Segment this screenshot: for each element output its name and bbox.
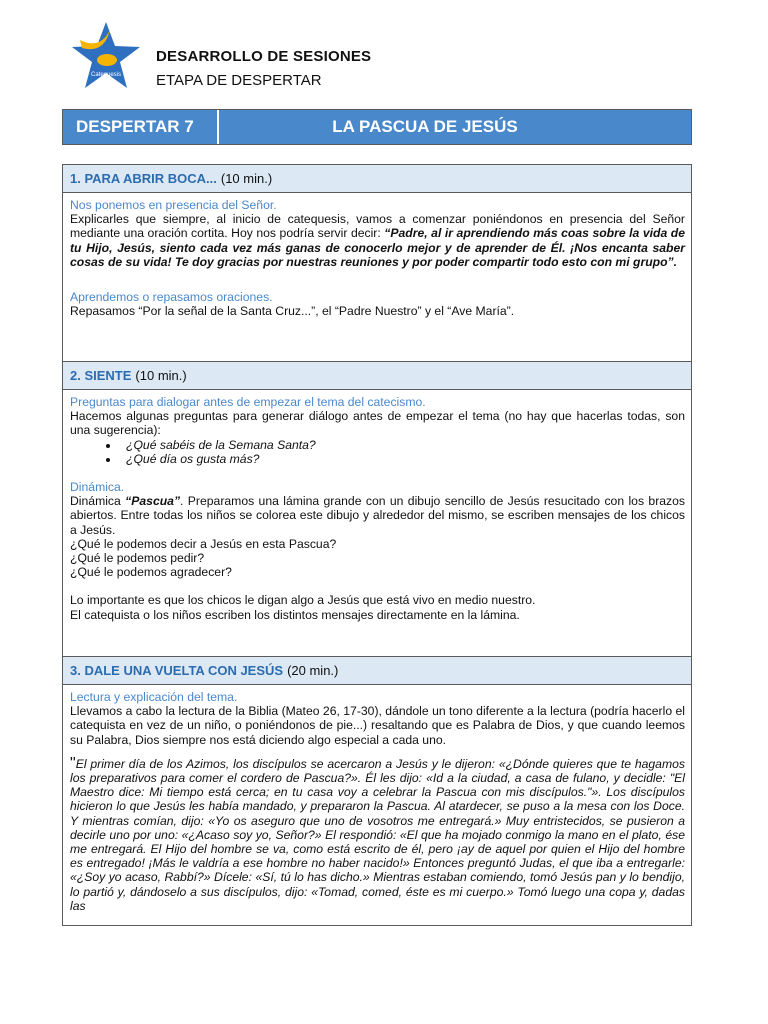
quote-mark: " (70, 754, 76, 772)
section-title: 3. DALE UNA VUELTA CON JESÚS (70, 663, 284, 678)
section-body (63, 685, 691, 919)
prayer-text: “Padre, al ir aprendiendo más coas sobre la vida de tu Hijo, Jesús, siento cada vez más ganas de conocerlo mejor y de aprender de Él. ¡Nos encanta saber cosas de su vida! Te doy gracias por nuestras reuniones y por poder compartir todo esto con mi grupo”. (70, 226, 686, 269)
dynamic-prefix: Dinámica (70, 494, 126, 509)
dynamic-text: . Preparamos una lámina grande con un dibujo sencillo de Jesús resucitado con los brazos abiertos. Entre todas los niños se colorea este dibujo y alrededor del mismo, se escriben mensajes de los chicos a Jesús. (70, 494, 685, 537)
bible-reading (70, 754, 685, 913)
document-title: DESARROLLO DE SESIONES (156, 48, 372, 65)
paragraph: Repasamos “Por la señal de la Santa Cruz...”, el “Padre Nuestro” y el “Ave María”. (70, 304, 515, 319)
logo-text: Catequesis (90, 72, 122, 78)
catequesis-logo (70, 20, 142, 92)
session-code: DESPERTAR 7 (63, 110, 219, 144)
paragraph: Lo importante es que los chicos le digan algo a Jesús que está vivo en medio nuestro. (70, 593, 536, 608)
question-line: ¿Qué le podemos agradecer? (70, 565, 232, 580)
section-duration: (10 min.) (220, 171, 273, 186)
section-title: 1. PARA ABRIR BOCA... (70, 171, 217, 186)
section-dale-una-vuelta (62, 656, 692, 926)
subheading: Dinámica. (70, 480, 125, 495)
section-siente (62, 361, 692, 657)
list-item: • ¿Qué día os gusta más? (120, 452, 685, 466)
paragraph: El catequista o los niños escriben los distintos mensajes directamente en la lámina. (70, 607, 520, 622)
reading-text: El primer día de los Azimos, los discípulos se acercaron a Jesús y le dijeron: «¿Dónde quieres que te hagamos los preparativos para comer el cordero de Pascua?». Él les dijo: «Id a la ciudad, a casa de fulano, y decidle: "El Maestro dice: Mi tiempo está cerca; en tu casa voy a celebrar la Pascua con mis discípulos."». Los discípulos hicieron lo que Jesús les había mandado, y prepararon la Pascua. Al atardecer, se puso a la mesa con los Doce. Y mientras comían, dijo: «Yo os aseguro que uno de vosotros me entregará.» Muy entristecidos, se pusieron a decirle uno por uno: «¿Acaso soy yo, Señor?» El respondió: «El que ha mojado conmigo la mano en el plato, ése me entregará. El Hijo del hombre se va, como está escrito de él, pero ¡ay de aquel por quien el Hijo del hombre es entregado! ¡Más le valdría a ese hombre no haber nacido!» Entonces preguntó Judas, el que iba a entregarle: «¿Soy yo acaso, Rabbí?» Dícele: «Sí, tú lo has dicho.» Mientras estaban comiendo, tomó Jesús pan y lo bendijo, lo partió y, dándoselo a sus discípulos, dijo: «Tomad, comed, éste es mi cuerpo.» Tomó luego una copa y, dadas las (70, 756, 685, 913)
subheading: Preguntas para dialogar antes de empezar el tema del catecismo. (70, 395, 426, 409)
section-para-abrir-boca (62, 164, 692, 362)
subheading: Aprendemos o repasamos oraciones. (70, 290, 273, 305)
question-list (70, 438, 685, 466)
paragraph (70, 494, 685, 537)
paragraph-text: Explicarles que siempre, al inicio de catequesis, vamos a comenzar poniéndonos en presencia del Señor mediante una oración cortita. Hoy nos podría servir decir: (70, 212, 685, 241)
list-item: • ¿Qué sabéis de la Semana Santa? (120, 438, 685, 452)
paragraph: Hacemos algunas preguntas para generar diálogo antes de empezar el tema (no hay que hacerlas todas, son una sugerencia): (70, 409, 685, 438)
section-duration: (20 min.) (287, 663, 339, 678)
paragraph (70, 212, 685, 269)
session-name: LA PASCUA DE JESÚS (219, 110, 691, 144)
section-header (63, 165, 691, 193)
section-body (63, 193, 691, 324)
session-title-bar (62, 109, 692, 145)
subheading: Lectura y explicación del tema. (70, 690, 238, 704)
document-subtitle: ETAPA DE DESPERTAR (156, 72, 322, 89)
question-line: ¿Qué le podemos decir a Jesús en esta Pascua? (70, 536, 337, 551)
section-title: 2. SIENTE (70, 368, 132, 383)
fish-shape (97, 54, 117, 66)
paragraph: Llevamos a cabo la lectura de la Biblia (Mateo 26, 17-30), dándole un tono diferente a la lectura (podría hacerlo el catequista en vez de un niño, o poniéndonos de pie...) resaltando que es Palabra de Dios, y que cuando leemos su Palabra, Dios siempre nos está diciendo algo especial a cada uno. (70, 704, 685, 747)
section-duration: (10 min.) (135, 368, 187, 383)
section-body (63, 390, 691, 628)
dynamic-name: “Pascua” (125, 494, 181, 509)
subheading: Nos ponemos en presencia del Señor. (70, 198, 277, 212)
section-header (63, 657, 691, 685)
question-line: ¿Qué le podemos pedir? (70, 551, 205, 566)
section-header (63, 362, 691, 390)
